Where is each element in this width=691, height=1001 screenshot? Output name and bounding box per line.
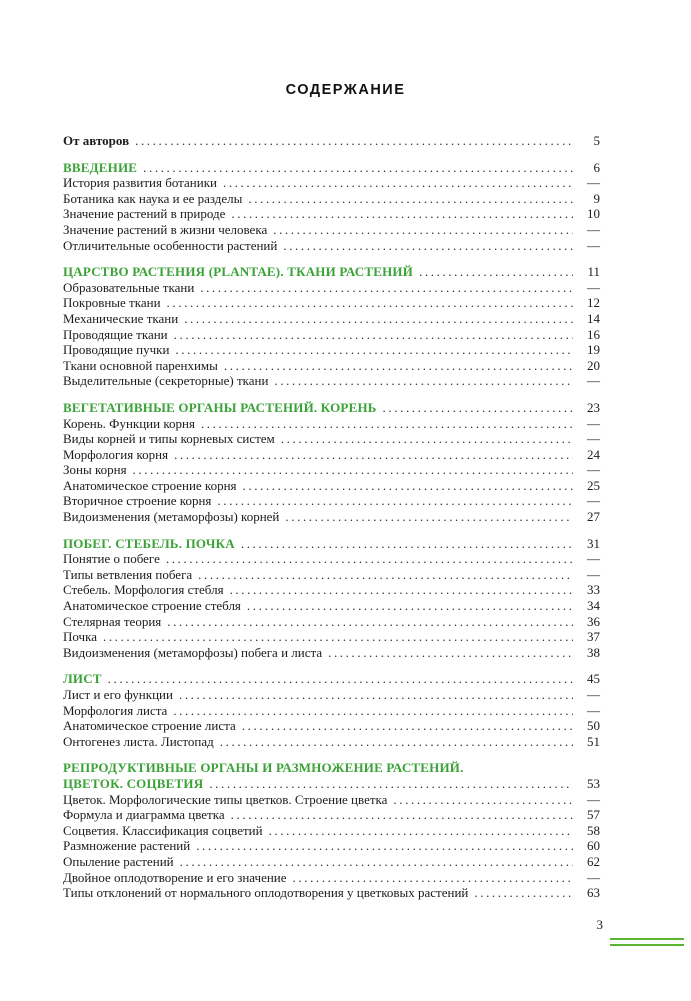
- dot-leader: [198, 567, 573, 583]
- entry-label: Вторичное строение корня: [63, 493, 212, 509]
- entry-label: Покровные ткани: [63, 295, 161, 311]
- toc-entry: [63, 629, 600, 645]
- entry-page: 6: [593, 159, 600, 175]
- entry-label: Морфология листа: [63, 702, 168, 718]
- entry-label: Типы ветвления побега: [63, 566, 193, 582]
- dot-leader: [231, 206, 573, 222]
- toc-entry: [63, 431, 600, 447]
- entry-page: 53: [587, 775, 600, 791]
- entry-page: 34: [587, 598, 600, 614]
- toc-entry: [63, 598, 600, 614]
- toc-entry: [63, 493, 600, 509]
- toc-entry: [63, 311, 600, 327]
- entry-page: 19: [587, 342, 600, 358]
- dot-leader: [179, 687, 573, 703]
- dot-leader: [231, 807, 573, 823]
- toc-entry: [63, 551, 600, 567]
- entry-page: 58: [587, 822, 600, 838]
- toc-entry: [63, 160, 600, 176]
- toc-list: [63, 133, 600, 901]
- toc-entry: [63, 760, 600, 776]
- entry-label: Опыление растений: [63, 853, 174, 869]
- entry-page: 50: [587, 718, 600, 734]
- entry-label: Проводящие ткани: [63, 326, 168, 342]
- dot-leader: [293, 870, 573, 886]
- entry-label: Зоны корня: [63, 462, 127, 478]
- dot-leader: [201, 416, 573, 432]
- entry-label: ВВЕДЕНИЕ: [63, 159, 138, 175]
- entry-label: Онтогенез листа. Листопад: [63, 733, 214, 749]
- dot-leader: [167, 614, 573, 630]
- dot-leader: [383, 400, 573, 416]
- toc-entry: [63, 400, 600, 416]
- toc-entry: [63, 645, 600, 661]
- toc-entry: [63, 870, 600, 886]
- entry-page: 62: [587, 853, 600, 869]
- toc-entry: [63, 478, 600, 494]
- toc-entry: [63, 373, 600, 389]
- entry-page: 51: [587, 733, 600, 749]
- toc-entry: [63, 792, 600, 808]
- dot-leader: [274, 373, 573, 389]
- dot-leader: [328, 645, 573, 661]
- entry-page: 10: [587, 206, 600, 222]
- dot-leader: [243, 478, 573, 494]
- toc-entry: [63, 776, 600, 792]
- entry-label: Механические ткани: [63, 310, 179, 326]
- dot-leader: [247, 598, 573, 614]
- dot-leader: [133, 462, 573, 478]
- toc-entry: [63, 175, 600, 191]
- dot-leader: [135, 133, 573, 149]
- entry-page: 60: [587, 838, 600, 854]
- entry-label: Значение растений в природе: [63, 206, 226, 222]
- toc-entry: [63, 703, 600, 719]
- entry-page: 45: [587, 671, 600, 687]
- toc-entry: [63, 838, 600, 854]
- entry-label: Стелярная теория: [63, 613, 162, 629]
- entry-label: ПОБЕГ. СТЕБЕЛЬ. ПОЧКА: [63, 535, 235, 551]
- entry-page: —: [587, 175, 600, 191]
- entry-page: 16: [587, 326, 600, 342]
- dot-leader: [393, 792, 573, 808]
- dot-leader: [209, 776, 573, 792]
- dot-leader: [285, 509, 573, 525]
- dot-leader: [174, 447, 573, 463]
- entry-page: —: [587, 431, 600, 447]
- toc-entry: [63, 280, 600, 296]
- entry-page: 63: [587, 885, 600, 901]
- dot-leader: [248, 191, 573, 207]
- entry-label: Видоизменения (метаморфозы) корней: [63, 509, 280, 525]
- entry-page: 12: [587, 295, 600, 311]
- footer-green-rules: [610, 938, 684, 950]
- dot-leader: [103, 629, 573, 645]
- dot-leader: [474, 885, 573, 901]
- toc-entry: [63, 614, 600, 630]
- entry-label: Проводящие пучки: [63, 342, 170, 358]
- entry-label: Видоизменения (метаморфозы) побега и листа: [63, 644, 323, 660]
- dot-leader: [242, 718, 573, 734]
- entry-label: Почка: [63, 629, 97, 645]
- entry-label: Корень. Функции корня: [63, 415, 195, 431]
- entry-label: Типы отклонений от нормального оплодотворения у цветковых растений: [63, 885, 469, 901]
- entry-label: От авторов: [63, 133, 130, 148]
- toc-entry: [63, 358, 600, 374]
- entry-page: —: [587, 687, 600, 702]
- entry-label: История развития ботаники: [63, 175, 217, 191]
- entry-page: —: [587, 551, 600, 567]
- dot-leader: [223, 175, 573, 191]
- toc-entry: [63, 671, 600, 687]
- dot-leader: [143, 160, 573, 176]
- dot-leader: [283, 238, 573, 254]
- page-title: СОДЕРЖАНИЕ: [285, 82, 406, 98]
- dot-leader: [166, 551, 573, 567]
- entry-label: Образовательные ткани: [63, 279, 195, 295]
- dot-leader: [200, 280, 573, 296]
- entry-page: —: [587, 415, 600, 431]
- entry-label: Выделительные (секреторные) ткани: [63, 373, 269, 389]
- entry-page: 23: [587, 399, 600, 415]
- dot-leader: [230, 582, 573, 598]
- toc-entry: [63, 206, 600, 222]
- toc-entry: [63, 264, 600, 280]
- entry-page: 20: [587, 357, 600, 373]
- dot-leader: [167, 295, 573, 311]
- entry-label: Отличительные особенности растений: [63, 237, 278, 253]
- entry-page: 31: [587, 535, 600, 551]
- entry-page: —: [587, 566, 600, 582]
- entry-label: Цветок. Морфологические типы цветков. Строение цветка: [63, 791, 388, 807]
- footer-rule-top: [610, 938, 684, 940]
- toc-entry: [63, 807, 600, 823]
- entry-label: ВЕГЕТАТИВНЫЕ ОРГАНЫ РАСТЕНИЙ. КОРЕНЬ: [63, 399, 377, 415]
- dot-leader: [269, 823, 573, 839]
- entry-label: Виды корней и типы корневых систем: [63, 431, 275, 447]
- entry-label: ЦВЕТОК. СОЦВЕТИЯ: [63, 775, 204, 791]
- footer-page-number: 3: [596, 917, 603, 932]
- entry-page: —: [587, 493, 600, 509]
- entry-page: 24: [587, 446, 600, 462]
- toc-entry: [63, 823, 600, 839]
- dot-leader: [174, 327, 573, 343]
- dot-leader: [175, 342, 573, 358]
- dot-leader: [196, 838, 573, 854]
- entry-page: —: [587, 462, 600, 478]
- toc-entry: [63, 718, 600, 734]
- entry-label: Формула и диаграмма цветка: [63, 807, 225, 823]
- entry-page: 25: [587, 477, 600, 493]
- dot-leader: [419, 264, 573, 280]
- entry-label: Анатомическое строение стебля: [63, 598, 241, 614]
- entry-label: РЕПРОДУКТИВНЫЕ ОРГАНЫ И РАЗМНОЖЕНИЕ РАСТЕНИЙ.: [63, 760, 464, 776]
- entry-page: —: [587, 869, 600, 885]
- entry-label: Лист и его функции: [63, 687, 173, 702]
- toc-entry: [63, 885, 600, 901]
- dot-leader: [273, 222, 573, 238]
- dot-leader: [241, 536, 573, 552]
- entry-label: Ботаника как наука и ее разделы: [63, 190, 243, 206]
- toc-entry: [63, 295, 600, 311]
- toc-entry: [63, 222, 600, 238]
- toc-entry: [63, 238, 600, 254]
- entry-label: Соцветия. Классификация соцветий: [63, 822, 263, 838]
- entry-page: —: [587, 702, 600, 718]
- entry-label: Размножение растений: [63, 838, 191, 854]
- entry-page: 14: [587, 310, 600, 326]
- entry-page: 38: [587, 644, 600, 660]
- toc-entry: [63, 509, 600, 525]
- entry-label: Морфология корня: [63, 446, 169, 462]
- entry-label: Анатомическое строение листа: [63, 718, 236, 734]
- entry-page: —: [587, 791, 600, 807]
- entry-page: 36: [587, 613, 600, 629]
- entry-page: 33: [587, 582, 600, 598]
- toc-entry: [63, 462, 600, 478]
- toc-entry: [63, 582, 600, 598]
- entry-page: —: [587, 221, 600, 237]
- toc-entry: [63, 536, 600, 552]
- entry-label: Понятие о побеге: [63, 551, 160, 567]
- toc-entry: [63, 447, 600, 463]
- dot-leader: [281, 431, 573, 447]
- entry-label: ЛИСТ: [63, 671, 102, 687]
- entry-label: Двойное оплодотворение и его значение: [63, 869, 287, 885]
- entry-page: —: [587, 237, 600, 253]
- toc-entry: [63, 416, 600, 432]
- entry-label: Ткани основной паренхимы: [63, 357, 218, 373]
- toc-entry: [63, 854, 600, 870]
- entry-page: 11: [587, 264, 600, 280]
- entry-page: 9: [593, 190, 600, 206]
- entry-page: 37: [587, 629, 600, 645]
- toc-entry: [63, 191, 600, 207]
- entry-label: Стебель. Морфология стебля: [63, 582, 224, 598]
- entry-label: Анатомическое строение корня: [63, 477, 237, 493]
- footer-rule-bottom: [610, 944, 684, 946]
- dot-leader: [173, 703, 573, 719]
- dot-leader: [180, 854, 573, 870]
- dot-leader: [224, 358, 573, 374]
- dot-leader: [184, 311, 573, 327]
- toc-entry: [63, 567, 600, 583]
- dot-leader: [108, 671, 573, 687]
- entry-label: Значение растений в жизни человека: [63, 221, 268, 237]
- dot-leader: [217, 493, 573, 509]
- dot-leader: [220, 734, 573, 750]
- entry-page: 57: [587, 807, 600, 823]
- toc-entry: [63, 342, 600, 358]
- entry-page: —: [587, 373, 600, 389]
- toc-entry: [63, 327, 600, 343]
- toc-entry: [63, 687, 600, 703]
- toc-entry: [63, 133, 600, 149]
- entry-label: ЦАРСТВО РАСТЕНИЯ (PLANTAE). ТКАНИ РАСТЕНИЙ: [63, 264, 414, 280]
- entry-page: —: [587, 279, 600, 295]
- entry-page: 27: [587, 509, 600, 525]
- toc-entry: [63, 734, 600, 750]
- entry-page: 5: [593, 133, 600, 148]
